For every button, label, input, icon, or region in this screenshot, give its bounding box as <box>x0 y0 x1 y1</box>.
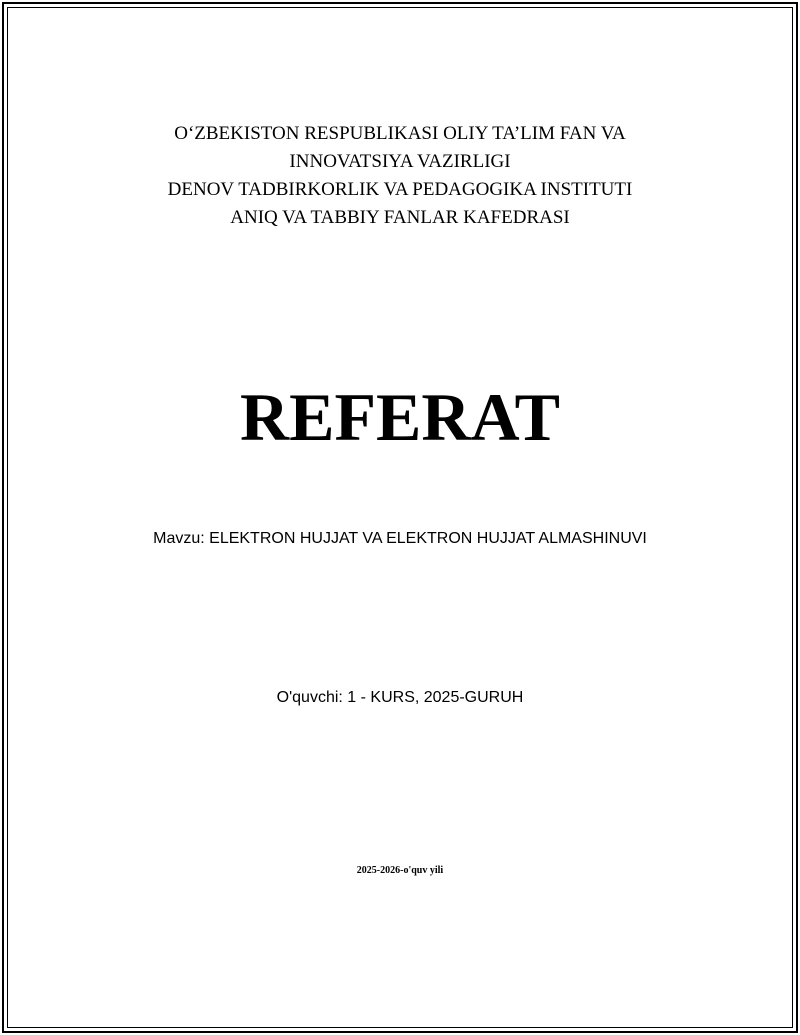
header-line-department: ANIQ VA TABBIY FANLAR KAFEDRASI <box>230 207 570 228</box>
institution-header <box>0 120 800 232</box>
topic-line: Mavzu: ELEKTRON HUJJAT VA ELEKTRON HUJJAT ALMASHINUVI <box>153 530 647 547</box>
header-line-ministry-1: O‘ZBEKISTON RESPUBLIKASI OLIY TA’LIM FAN VA <box>174 123 626 144</box>
student-info: O'quvchi: 1 - KURS, 2025-GURUH <box>276 689 524 706</box>
header-line-institute: DENOV TADBIRKORLIK VA PEDAGOGIKA INSTITUTI <box>167 179 633 200</box>
document-title: REFERAT <box>240 379 560 455</box>
header-line-ministry-2: INNOVATSIYA VAZIRLIGI <box>289 151 511 172</box>
academic-year: 2025-2026-o'quv yili <box>356 865 444 876</box>
